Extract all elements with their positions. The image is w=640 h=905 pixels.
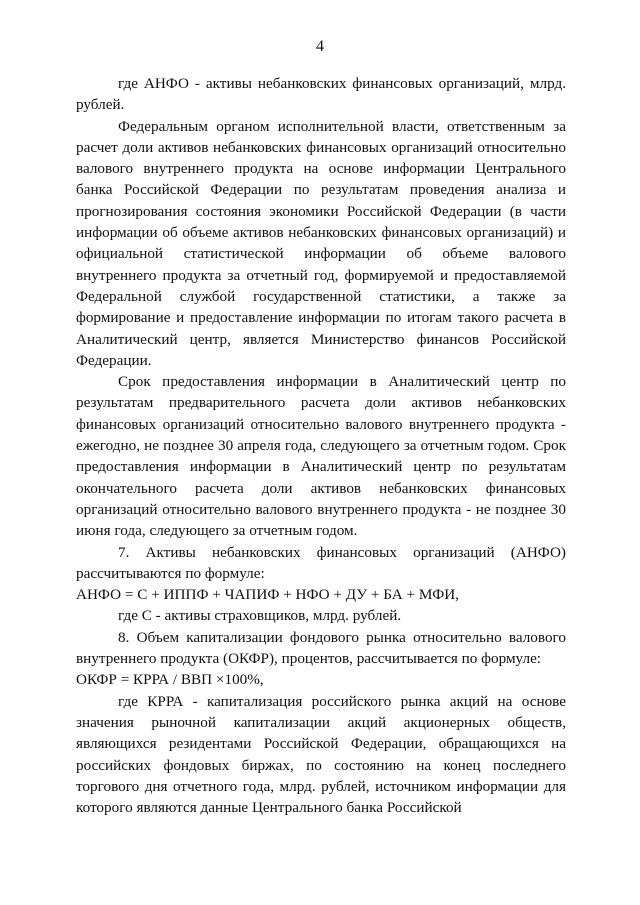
- formula-okfr: ОКФР = КРРА / ВВП ×100%,: [76, 671, 264, 689]
- paragraph-responsible-authority: Федеральным органом исполнительной власти, ответственным за расчет доли активов небанковских финансовых организаций относительно валового внутреннего продукта на основе информации Центрального банка Российской Федерации по результатам проведения анализа и прогнозирования состояния экономики Российской Федерации (в части информации об объеме активов небанковских финансовых организаций) и официальной статистической информации об объеме валового внутреннего продукта за отчетный год, формируемой и предоставляемой Федеральной службой государственной статистики, а также за формирование и предоставление информации по итогам такого расчета в Аналитический центр, является Министерство финансов Российской Федерации.: [76, 117, 566, 369]
- formula-anfo: АНФО = С + ИППФ + ЧАПИФ + НФО + ДУ + БА + МФИ,: [76, 586, 459, 604]
- paragraph-deadlines: Срок предоставления информации в Аналитический центр по результатам предварительного расчета доли активов небанковских финансовых организаций относительно валового внутреннего продукта - ежегодно, не позднее 30 апреля года, следующего за отчетным годом. Срок предоставления информации в Аналитический центр по результатам окончательного расчета доли активов небанковских финансовых организаций относительно валового внутреннего продукта - не позднее 30 июня года, следующего за отчетным годом.: [76, 373, 566, 540]
- paragraph-c-definition: где С - активы страховщиков, млрд. рублей.: [118, 607, 402, 625]
- paragraph-item-7: 7. Активы небанковских финансовых организаций (АНФО) рассчитываются по формуле:: [76, 543, 566, 582]
- paragraph-item-8: 8. Объем капитализации фондового рынка относительно валового внутреннего продукта (ОКФР), процентов, рассчитывается по формуле:: [76, 628, 566, 668]
- paragraph-anfo-definition: где АНФО - активы небанковских финансовых организаций, млрд. рублей.: [76, 75, 566, 114]
- document-body: [76, 73, 566, 818]
- page-number: 4: [316, 38, 324, 55]
- paragraph-krra-definition: где КРРА - капитализация российского рынка акций на основе значения рыночной капитализации акций акционерных обществ, являющихся резидентами Российской Федерации, обращающихся на российских фондовых биржах, по состоянию на конец последнего торгового дня отчетного года, млрд. рублей, источником информации для которого являются данные Центрального банка Российской: [76, 692, 566, 817]
